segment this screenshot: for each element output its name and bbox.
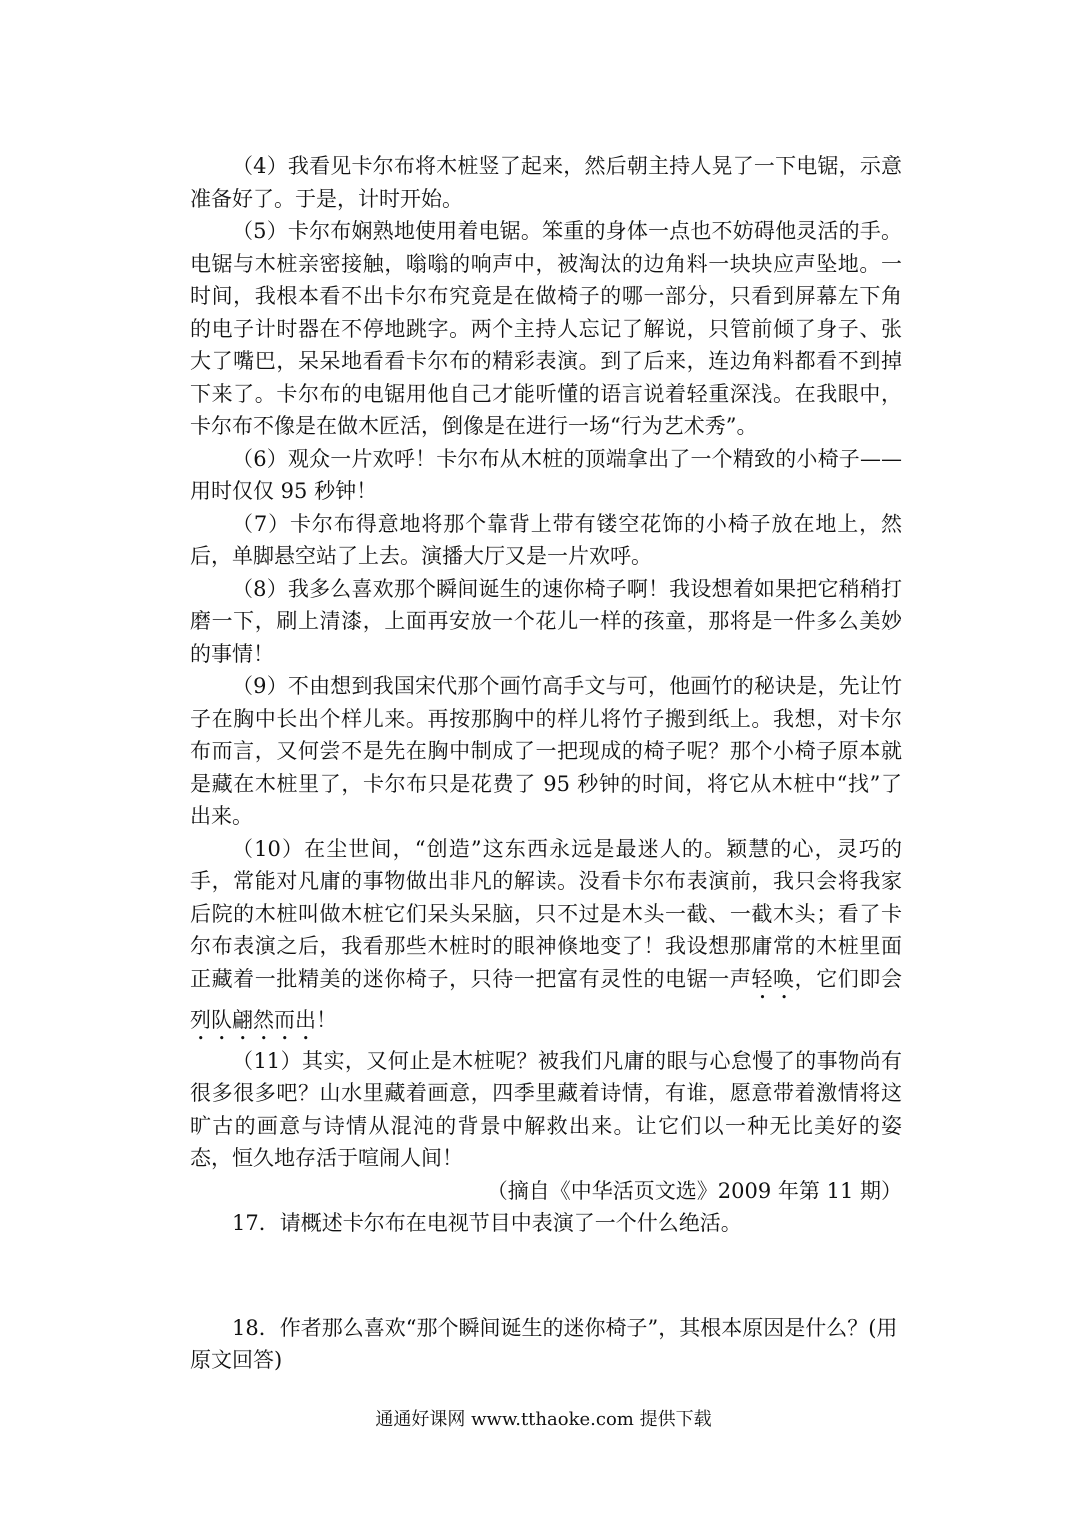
page-footer: 通通好课网 www.tthaoke.com 提供下载	[375, 1409, 712, 1430]
paragraph-10-text: ，它们即会	[794, 966, 902, 991]
emphasis-text: 列队翩然而出	[190, 1007, 316, 1032]
article-body	[190, 150, 902, 1377]
paragraph-5: （5）卡尔布娴熟地使用着电锯。笨重的身体一点也不妨碍他灵活的手。电锯与木桩亲密接触，嗡嗡的响声中，被淘汰的边角料一块块应声坠地。一时间，我根本看不出卡尔布究竟是在做椅子的哪一部分，只看到屏幕左下角的电子计时器在不停地跳字。两个主持人忘记了解说，只管前倾了身子、张大了嘴巴，呆呆地看看卡尔布的精彩表演。到了后来，连边角料都看不到掉下来了。卡尔布的电锯用他自己才能听懂的语言说着轻重深浅。在我眼中，卡尔布不像是在做木匠活，倒像是在进行一场“行为艺术秀”。	[190, 219, 902, 438]
emphasis-text: 轻唤	[751, 966, 795, 991]
paragraph-4: （4）我看见卡尔布将木桩竖了起来，然后朝主持人晃了一下电锯，示意准备好了。于是，计时开始。	[190, 154, 902, 211]
paragraph-10	[190, 833, 902, 1045]
paragraph-11: （11）其实，又何止是木桩呢？被我们凡庸的眼与心怠慢了的事物尚有很多很多吧？山水里藏着画意，四季里藏着诗情，有谁，愿意带着激情将这旷古的画意与诗情从混沌的背景中解救出来。让它们以一种无比美好的姿态，恒久地存活于喧闹人间！	[190, 1048, 902, 1170]
paragraph-10-text: （10）在尘世间，“创造”这东西永远是最迷人的。颖慧的心，灵巧的手，常能对凡庸的事物做出非凡的解读。没看卡尔布表演前，我只会将我家后院的木桩叫做木桩它们呆头呆脑，只不过是木头一截、一截木头；看了卡尔布表演之后，我看那些木桩时的眼神倏地变了！我设想那庸常的木桩里面正藏着一批精美的迷你椅子，只待一把富有灵性的电锯一声	[190, 836, 902, 991]
source-citation: （摘自《中华活页文选》2009 年第 11 期）	[486, 1178, 902, 1203]
paragraph-7: （7）卡尔布得意地将那个靠背上带有镂空花饰的小椅子放在地上，然后，单脚悬空站了上去。演播大厅又是一片欢呼。	[190, 511, 902, 568]
paragraph-8: （8）我多么喜欢那个瞬间诞生的速你椅子啊！我设想着如果把它稍稍打磨一下，刷上清漆，上面再安放一个花儿一样的孩童，那将是一件多么美妙的事情！	[190, 576, 902, 666]
answer-space	[190, 1240, 902, 1312]
paragraph-9: （9）不由想到我国宋代那个画竹高手文与可，他画竹的秘诀是，先让竹子在胸中长出个样儿来。再按那胸中的样儿将竹子搬到纸上。我想，对卡尔布而言，又何尝不是先在胸中制成了一把现成的椅子呢？那个小椅子原本就是藏在木桩里了，卡尔布只是花费了 95 秒钟的时间，将它从木桩中“找”了出来。	[190, 674, 902, 828]
question-17: 17．请概述卡尔布在电视节目中表演了一个什么绝活。	[232, 1211, 742, 1235]
paragraph-6: （6）观众一片欢呼！卡尔布从木桩的顶端拿出了一个精致的小椅子——用时仅仅 95 秒钟！	[190, 446, 902, 503]
paragraph-10-text: ！	[316, 1007, 337, 1032]
question-18: 18．作者那么喜欢“那个瞬间诞生的迷你椅子”，其根本原因是什么？(用原文回答)	[190, 1315, 898, 1372]
